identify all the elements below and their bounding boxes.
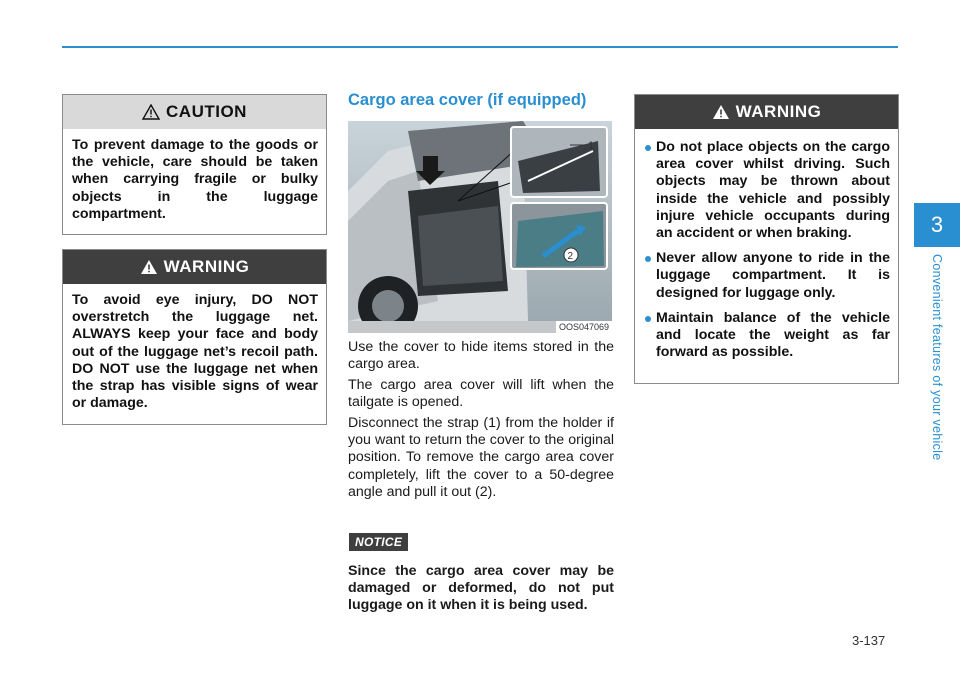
callout-2: 2 bbox=[567, 251, 574, 262]
warning-title-left: WARNING bbox=[163, 257, 250, 276]
warning-bullet-list bbox=[644, 139, 890, 361]
top-rule bbox=[62, 46, 898, 48]
warning-triangle-icon bbox=[712, 104, 730, 120]
warning-box-right bbox=[634, 94, 899, 384]
caution-box bbox=[62, 94, 327, 235]
warning-header-right bbox=[635, 95, 898, 129]
notice-text: Since the cargo area cover may be damaged or deformed, do not put luggage on it when it is being used. bbox=[348, 563, 614, 614]
warning-bullet-item: Maintain balance of the vehicle and locate the weight as far forward as possible. bbox=[644, 310, 890, 362]
page-number: 3-137 bbox=[852, 633, 886, 648]
warning-title-right: WARNING bbox=[735, 102, 822, 121]
chapter-title-vertical: Convenient features of your vehicle bbox=[930, 254, 944, 461]
cargo-cover-illustration bbox=[348, 121, 612, 333]
warning-list-body bbox=[635, 129, 898, 379]
caution-title: CAUTION bbox=[166, 102, 247, 121]
caution-text: To prevent damage to the goods or the vehicle, care should be taken when carrying fragile or bulky objects in the luggage compartment. bbox=[72, 137, 318, 222]
warning-box-left bbox=[62, 249, 327, 425]
caution-triangle-icon bbox=[142, 104, 160, 120]
warning-header-left bbox=[63, 250, 326, 284]
callout-1: 1 bbox=[588, 140, 595, 152]
paragraph-3: Disconnect the strap (1) from the holder if you want to return the cover to the original position. To remove the cargo area cover completely, lift the cover to a 50-degree angle and pull it out (2). bbox=[348, 415, 614, 500]
caution-header bbox=[63, 95, 326, 129]
paragraph-2: The cargo area cover will lift when the tailgate is opened. bbox=[348, 377, 614, 411]
warning-bullet-item: Do not place objects on the cargo area cover whilst driving. Such objects may be thrown about inside the vehicle and possibly injure vehicle occupants during an accident or when braking. bbox=[644, 139, 890, 242]
photo-code: OOS047069 bbox=[556, 321, 612, 333]
warning-bullet-item: Never allow anyone to ride in the luggage compartment. It is designed for luggage only. bbox=[644, 250, 890, 302]
warning-triangle-icon bbox=[140, 259, 158, 275]
chapter-tab: 3 bbox=[914, 203, 960, 247]
cargo-cover-photo bbox=[348, 121, 612, 333]
section-title: Cargo area cover (if equipped) bbox=[348, 91, 587, 109]
notice-badge: NOTICE bbox=[349, 533, 408, 551]
paragraph-1: Use the cover to hide items stored in the cargo area. bbox=[348, 339, 614, 373]
warning-text-left: To avoid eye injury, DO NOT overstretch the luggage net. ALWAYS keep your face and body out of the luggage net’s recoil path. DO NOT use the luggage net when the strap has visible signs of wear or damage. bbox=[72, 292, 318, 412]
